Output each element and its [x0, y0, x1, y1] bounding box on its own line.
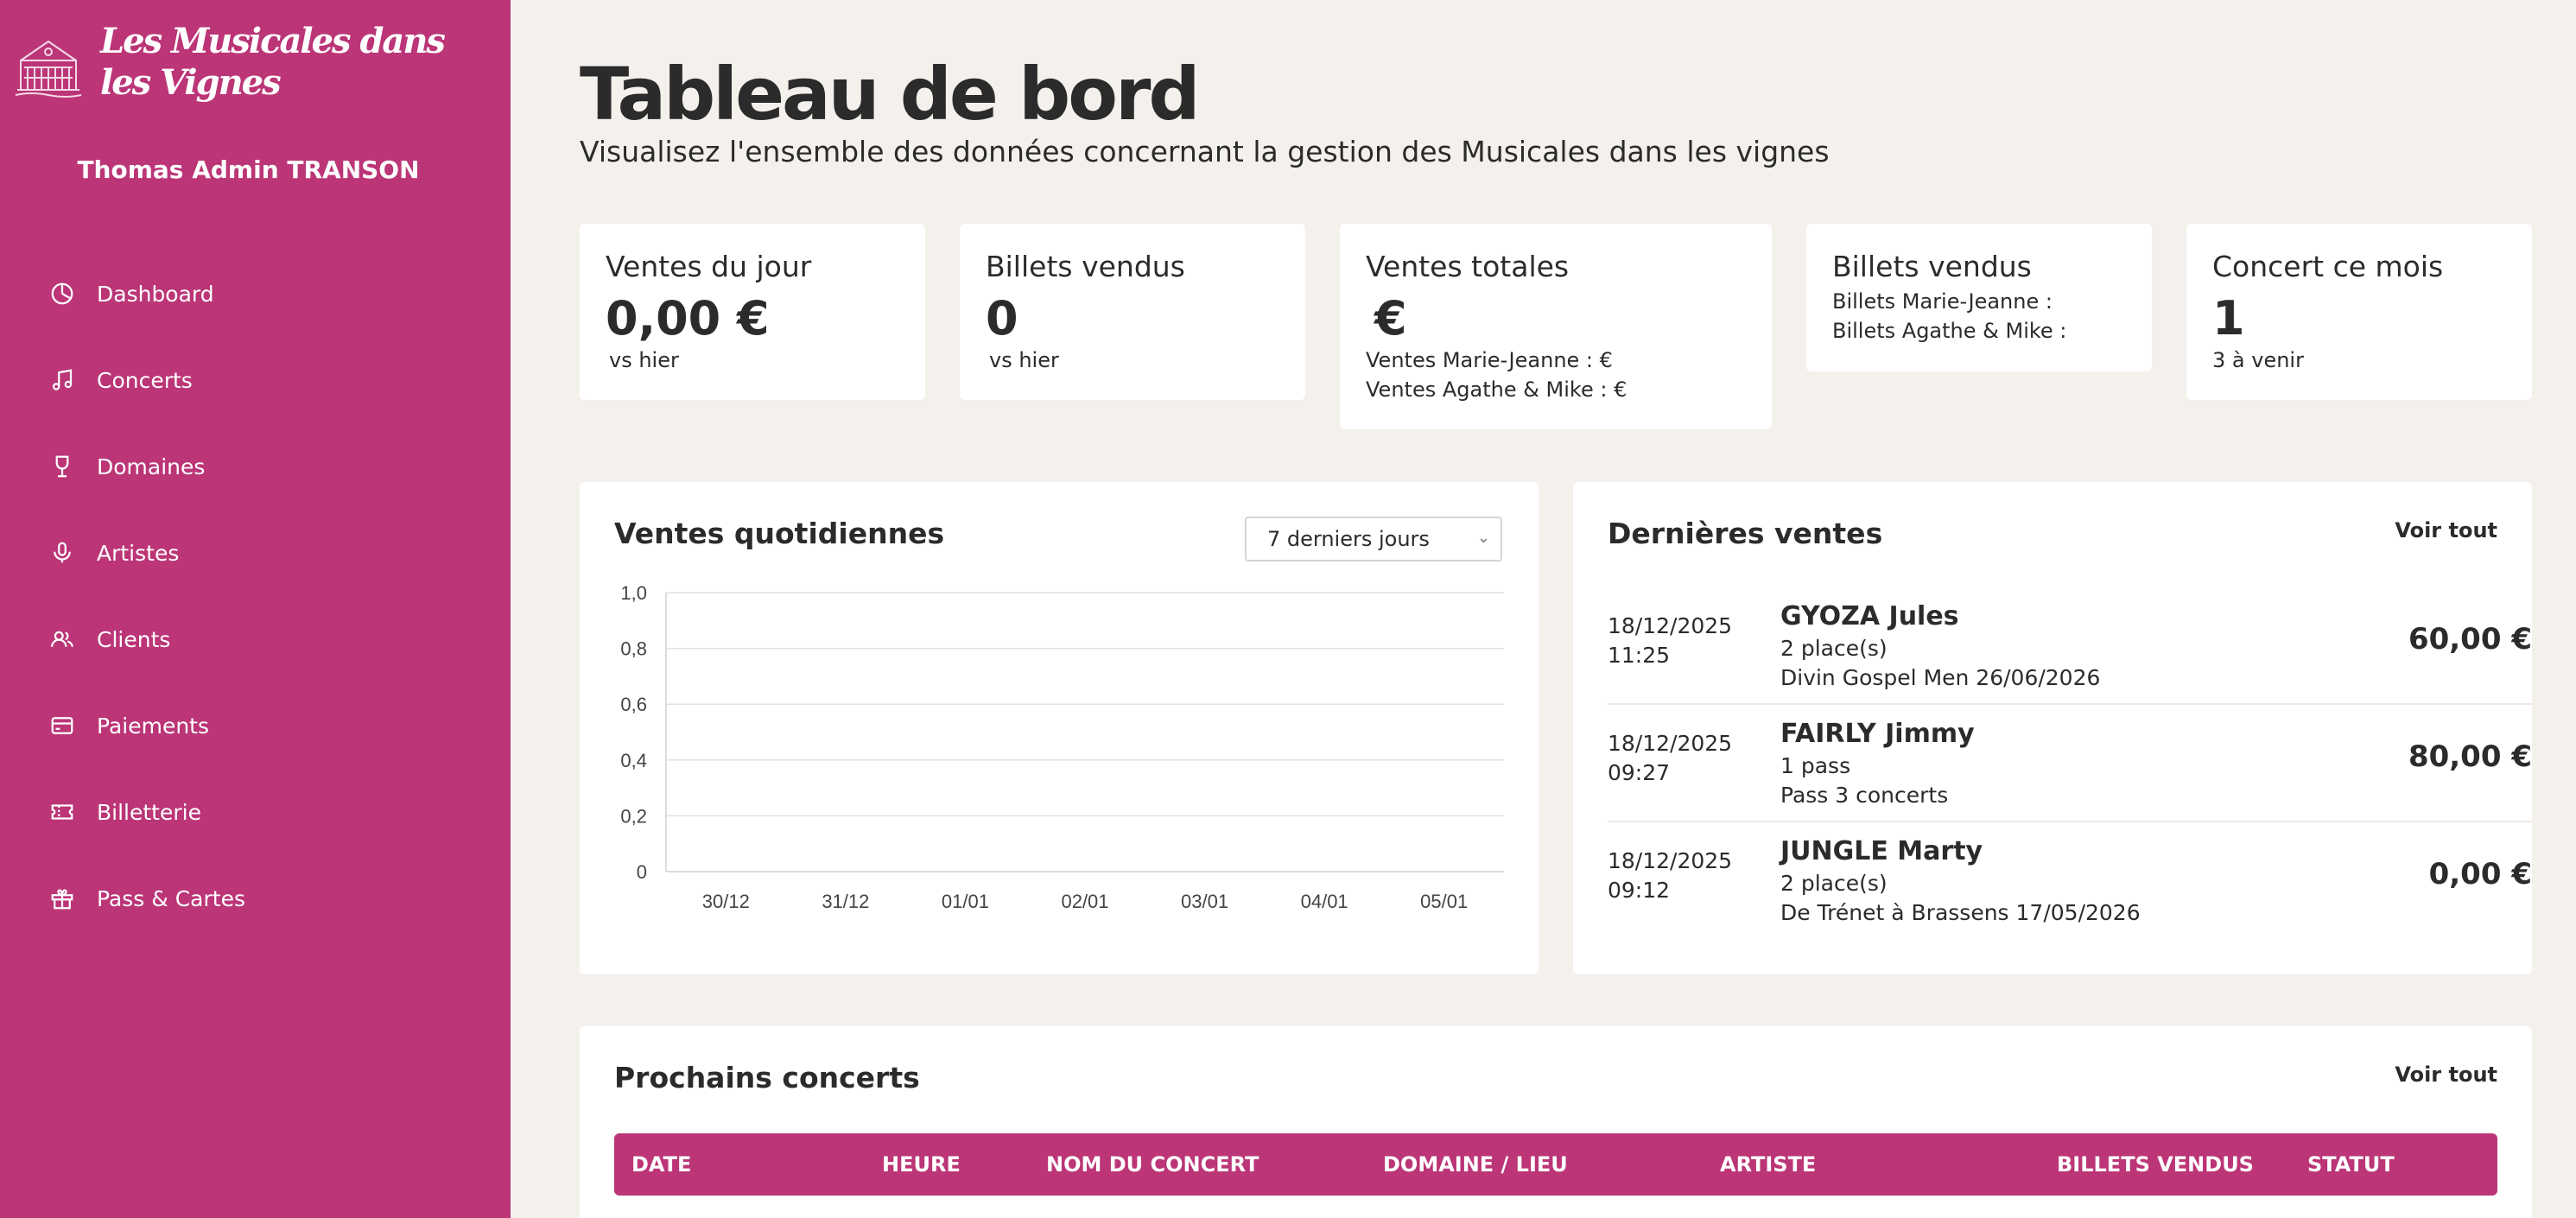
column-header-time[interactable]: HEURE	[882, 1152, 961, 1177]
x-tick-label: 04/01	[1300, 891, 1348, 912]
sale-detail: Divin Gospel Men 26/06/2026	[1780, 665, 2101, 690]
column-header-status[interactable]: STATUT	[2307, 1152, 2395, 1177]
concerts-table-header	[614, 1133, 2497, 1196]
sidebar-item-concerts[interactable]	[0, 337, 511, 423]
daily-sales-panel	[580, 482, 1539, 974]
kpi-card-concerts-month	[2186, 224, 2532, 400]
user-name: Thomas Admin TRANSON	[77, 155, 420, 184]
x-tick-label: 30/12	[701, 891, 750, 912]
sidebar-item-pass-cartes[interactable]	[0, 855, 511, 942]
column-header-date[interactable]: DATE	[631, 1152, 692, 1177]
sidebar-item-label: Domaines	[97, 454, 206, 479]
vineyard-logo-icon	[12, 29, 85, 102]
credit-card-icon	[48, 712, 76, 739]
sidebar-item-artistes[interactable]	[0, 510, 511, 596]
sale-datetime	[1608, 847, 1746, 905]
daily-sales-chart	[580, 568, 1539, 974]
sale-row[interactable]	[1608, 587, 2532, 705]
sale-time: 09:27	[1608, 760, 1671, 785]
kpi-note: vs hier	[609, 348, 679, 372]
y-tick-label: 1,0	[620, 582, 647, 604]
y-tick-label: 0,6	[620, 694, 647, 716]
recent-sales-panel	[1573, 482, 2532, 974]
kpi-note: vs hier	[989, 348, 1059, 372]
y-tick-label: 0	[636, 861, 647, 883]
x-tick-label: 05/01	[1420, 891, 1469, 912]
kpi-value: 1	[2212, 291, 2245, 346]
kpi-note: Ventes Marie-Jeanne : €	[1366, 348, 1613, 372]
music-note-icon	[48, 366, 76, 394]
kpi-note: Ventes Agathe & Mike : €	[1366, 377, 1627, 402]
sidebar	[0, 0, 511, 1218]
sale-datetime	[1608, 729, 1746, 788]
kpi-title: Ventes totales	[1366, 250, 1570, 283]
column-header-artist[interactable]: ARTISTE	[1720, 1152, 1817, 1177]
brand-name: Les Musicales dans les Vignes	[100, 21, 444, 103]
x-tick-label: 03/01	[1181, 891, 1229, 912]
sale-amount: 0,00 €	[2428, 857, 2532, 891]
kpi-card-total-sales	[1340, 224, 1772, 429]
sidebar-item-domaines[interactable]	[0, 423, 511, 510]
sale-quantity: 2 place(s)	[1780, 636, 1888, 661]
sidebar-item-billetterie[interactable]	[0, 769, 511, 855]
upcoming-concerts-title: Prochains concerts	[614, 1061, 920, 1094]
sale-customer: JUNGLE Marty	[1780, 836, 1983, 866]
brand[interactable]	[12, 21, 446, 104]
sidebar-item-label: Clients	[97, 626, 171, 652]
sale-detail: De Trénet à Brassens 17/05/2026	[1780, 900, 2141, 925]
kpi-card-daily-sales	[580, 224, 925, 400]
x-tick-label: 31/12	[822, 891, 870, 912]
sale-detail: Pass 3 concerts	[1780, 783, 1949, 808]
sale-quantity: 2 place(s)	[1780, 871, 1888, 896]
kpi-title: Ventes du jour	[606, 250, 812, 283]
chevron-down-icon: ⌄	[1476, 529, 1490, 547]
y-tick-label: 0,2	[620, 805, 647, 828]
kpi-card-tickets-split	[1806, 224, 2152, 371]
kpi-value: €	[1374, 291, 1407, 346]
gift-icon	[48, 885, 76, 912]
ticket-icon	[48, 798, 76, 826]
kpi-note: Billets Agathe & Mike :	[1832, 319, 2067, 343]
upcoming-concerts-panel	[580, 1026, 2532, 1218]
kpi-title: Billets vendus	[1832, 250, 2032, 283]
sidebar-item-clients[interactable]	[0, 596, 511, 682]
y-tick-label: 0,8	[620, 638, 647, 660]
column-header-venue[interactable]: DOMAINE / LIEU	[1383, 1152, 1568, 1177]
period-select[interactable]	[1245, 517, 1502, 561]
sidebar-item-dashboard[interactable]	[0, 251, 511, 337]
sale-date: 18/12/2025	[1608, 613, 1733, 638]
sidebar-item-label: Dashboard	[97, 281, 214, 307]
daily-sales-title: Ventes quotidiennes	[614, 517, 945, 550]
sidebar-item-label: Concerts	[97, 367, 193, 393]
column-header-concert-name[interactable]: NOM DU CONCERT	[1046, 1152, 1259, 1177]
sale-datetime	[1608, 612, 1746, 670]
page-title: Tableau de bord	[580, 52, 1198, 136]
sale-quantity: 1 pass	[1780, 753, 1851, 778]
users-icon	[48, 625, 76, 653]
recent-sales-see-all-link[interactable]: Voir tout	[2395, 518, 2497, 542]
upcoming-see-all-link[interactable]: Voir tout	[2395, 1063, 2497, 1087]
dashboard-icon	[48, 280, 76, 308]
sidebar-item-label: Paiements	[97, 713, 210, 739]
main-content	[511, 0, 2576, 1218]
x-tick-label: 02/01	[1061, 891, 1109, 912]
sale-amount: 60,00 €	[2408, 622, 2532, 657]
sale-customer: FAIRLY Jimmy	[1780, 719, 1975, 749]
kpi-note: 3 à venir	[2212, 348, 2304, 372]
x-tick-label: 01/01	[941, 891, 989, 912]
sale-time: 09:12	[1608, 878, 1671, 903]
sidebar-item-label: Artistes	[97, 540, 180, 566]
microphone-icon	[48, 539, 76, 567]
sale-amount: 80,00 €	[2408, 739, 2532, 774]
kpi-value: 0,00 €	[606, 291, 770, 346]
y-tick-label: 0,4	[620, 749, 647, 771]
sidebar-item-paiements[interactable]	[0, 682, 511, 769]
column-header-tickets-sold[interactable]: BILLETS VENDUS	[2057, 1152, 2254, 1177]
sale-date: 18/12/2025	[1608, 731, 1733, 756]
kpi-note: Billets Marie-Jeanne :	[1832, 289, 2053, 314]
sale-date: 18/12/2025	[1608, 848, 1733, 873]
sidebar-nav	[0, 251, 511, 942]
period-select-value: 7 derniers jours	[1267, 527, 1430, 551]
page-subtitle: Visualisez l'ensemble des données concernant la gestion des Musicales dans les vignes	[580, 135, 1830, 168]
sale-time: 11:25	[1608, 643, 1671, 668]
sidebar-item-label: Billetterie	[97, 799, 201, 825]
kpi-title: Concert ce mois	[2212, 250, 2444, 283]
recent-sales-title: Dernières ventes	[1608, 517, 1883, 550]
sidebar-item-label: Pass & Cartes	[97, 885, 245, 911]
wine-glass-icon	[48, 453, 76, 480]
sale-row[interactable]	[1608, 822, 2532, 940]
kpi-title: Billets vendus	[986, 250, 1185, 283]
kpi-card-tickets-sold	[960, 224, 1305, 400]
sale-customer: GYOZA Jules	[1780, 601, 1959, 631]
sale-row[interactable]	[1608, 705, 2532, 822]
kpi-value: 0	[986, 291, 1018, 346]
